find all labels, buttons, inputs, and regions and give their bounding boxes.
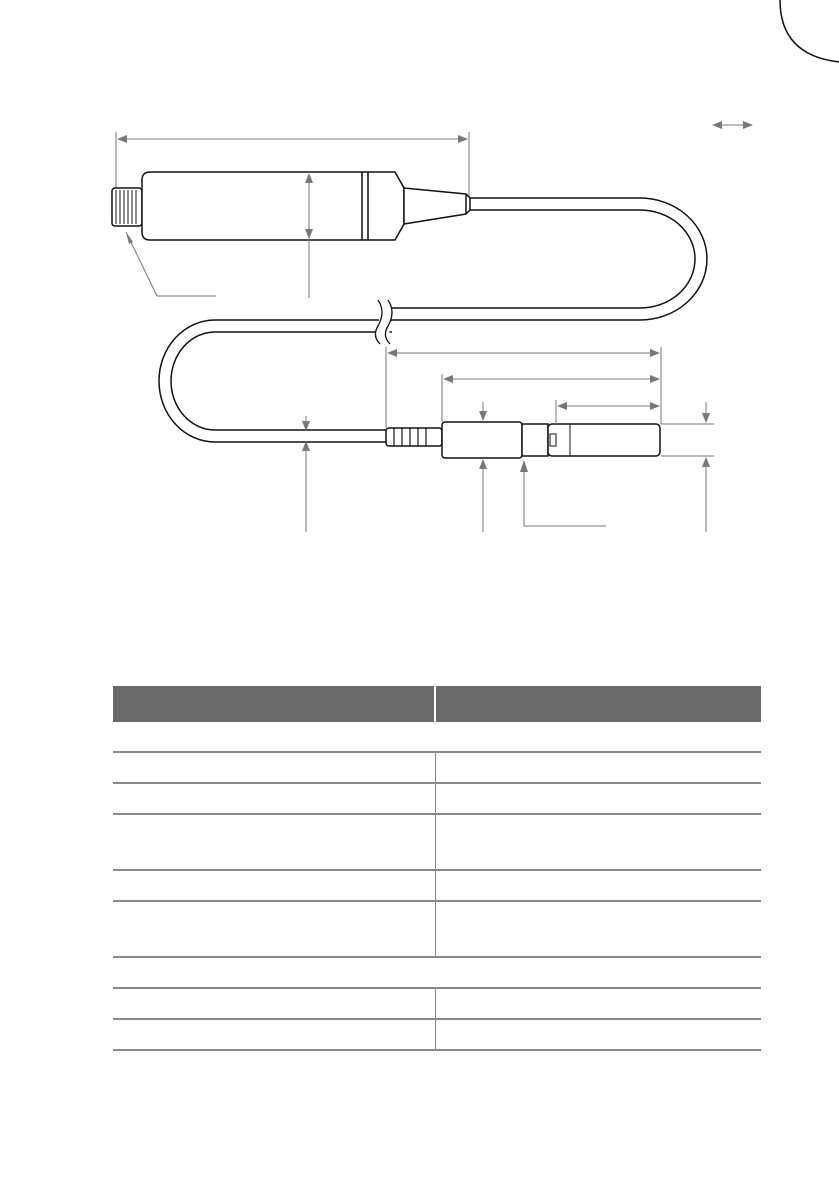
table-cell xyxy=(435,901,761,957)
table-cell xyxy=(435,988,761,1019)
spec-table xyxy=(113,686,761,1051)
leader-connector xyxy=(126,232,216,296)
table-row xyxy=(113,783,761,814)
table-cell xyxy=(435,1019,761,1050)
table-cell xyxy=(113,722,761,752)
transmitter-body xyxy=(112,172,470,240)
table-header-cell xyxy=(435,686,761,722)
table-cell xyxy=(435,752,761,783)
table-cell xyxy=(113,901,435,957)
table-header-cell xyxy=(113,686,435,722)
cable-break-symbol xyxy=(375,300,392,344)
table-row xyxy=(113,1019,761,1050)
probe xyxy=(386,422,660,458)
table-row xyxy=(113,752,761,783)
table-header-row xyxy=(113,686,761,722)
table-row xyxy=(113,901,761,957)
table-cell xyxy=(435,783,761,814)
table-row xyxy=(113,814,761,870)
table-section-row xyxy=(113,957,761,988)
table-cell xyxy=(113,1019,435,1050)
probe-dimension-drawing xyxy=(0,0,839,560)
table-cell xyxy=(113,783,435,814)
table-cell xyxy=(113,870,435,901)
table-row xyxy=(113,988,761,1019)
table-cell xyxy=(113,957,761,988)
table-cell xyxy=(435,870,761,901)
leader-filter xyxy=(524,462,606,526)
page-edge-mark xyxy=(780,0,839,62)
table-cell xyxy=(113,988,435,1019)
table-section-row xyxy=(113,722,761,752)
table-cell xyxy=(435,814,761,870)
table-cell xyxy=(113,752,435,783)
table-cell xyxy=(113,814,435,870)
table-row xyxy=(113,870,761,901)
